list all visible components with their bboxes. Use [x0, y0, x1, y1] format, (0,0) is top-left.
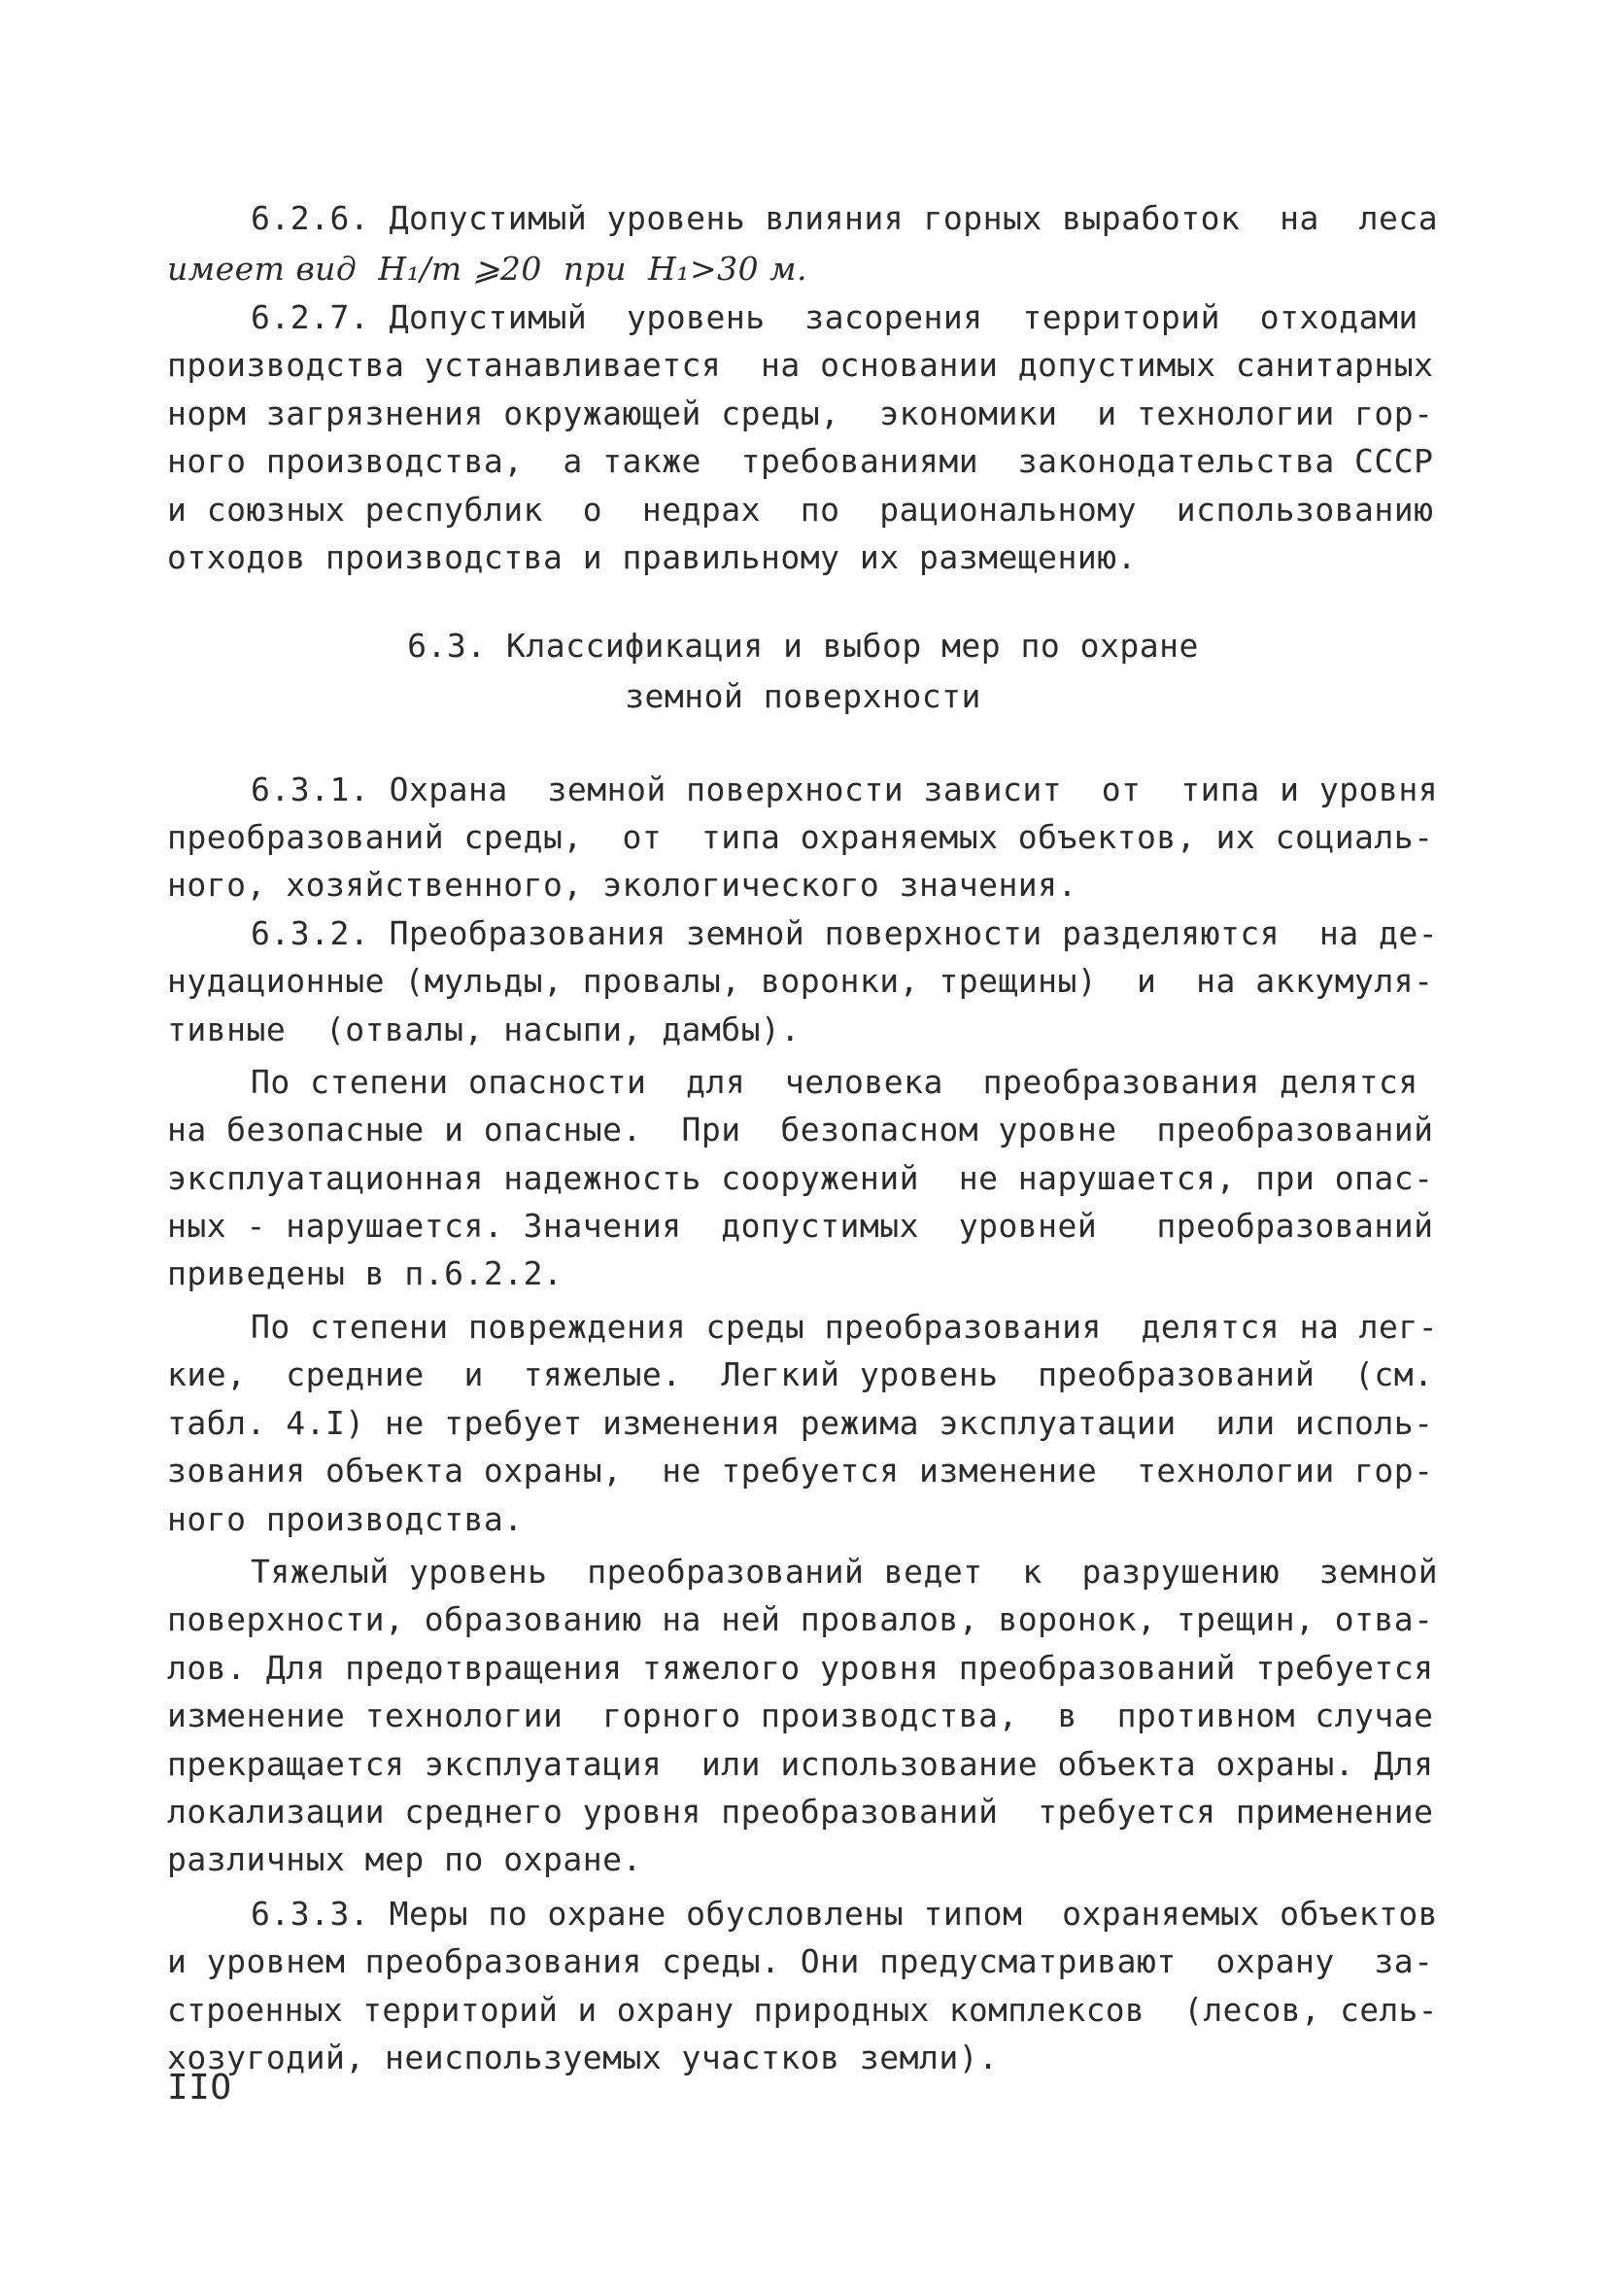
text-line: прекращается эксплуатация или использование объекта охраны. Для: [167, 1745, 1434, 1783]
page-number: IIO: [167, 2068, 232, 2108]
text-line: 6.2.6. Допустимый уровень влияния горных выработок на леса: [251, 199, 1439, 237]
text-line: отходов производства и правильному их размещению.: [167, 538, 1138, 576]
text-line: 6.2.7. Допустимый уровень засорения территорий отходами: [251, 298, 1418, 336]
text-line: и уровнем преобразования среды. Они предусматривают охрану за-: [167, 1942, 1434, 1980]
text-line: эксплуатационная надежность сооружений не нарушается, при опас-: [167, 1159, 1434, 1197]
text-line: строенных территорий и охрану природных комплексов (лесов, сель-: [167, 1991, 1438, 2029]
text-line: на безопасные и опасные. При безопасном уровне преобразований: [167, 1111, 1434, 1148]
text-line: ных - нарушается. Значения допустимых уровней преобразований: [167, 1207, 1434, 1245]
text-line: приведены в п.6.2.2.: [167, 1254, 564, 1292]
text-line: По степени повреждения среды преобразования делятся на лег-: [251, 1308, 1439, 1346]
text-line: ного, хозяйственного, экологического значения.: [167, 866, 1077, 904]
text-line: производства устанавливается на основании допустимых санитарных: [167, 346, 1434, 384]
text-line: зования объекта охраны, не требуется изменение технологии гор-: [167, 1452, 1434, 1490]
text-line: тивные (отвалы, насыпи, дамбы).: [167, 1011, 801, 1048]
text-line: поверхности, образованию на ней провалов, воронок, трещин, отва-: [167, 1600, 1434, 1638]
text-line: нудационные (мульды, провалы, воронки, трещины) и на аккумуля-: [167, 962, 1434, 1000]
text-line: 6.3.2. Преобразования земной поверхности разделяются на де-: [251, 914, 1439, 952]
text-line: преобразований среды, от типа охраняемых объектов, их социаль-: [167, 818, 1434, 856]
text-line: и союзных республик о недрах по рациональному использованию: [167, 491, 1434, 529]
text-line-formula: имеет вид H₁/m ⩾20 при H₁>30 м.: [167, 250, 807, 288]
text-line: различных мер по охране.: [167, 1840, 642, 1878]
text-line: 6.3.3. Меры по охране обусловлены типом охраняемых объектов: [251, 1895, 1439, 1933]
section-heading: 6.3. Классификация и выбор мер по охране: [407, 627, 1199, 665]
section-heading-line2: земной поверхности: [625, 677, 981, 715]
text-line: хозугодий, неиспользуемых участков земли).: [167, 2039, 999, 2076]
text-line: 6.3.1. Охрана земной поверхности зависит от типа и уровня: [251, 771, 1439, 808]
text-line: табл. 4.I) не требует изменения режима эксплуатации или исполь-: [167, 1404, 1434, 1442]
text-line: ного производства.: [167, 1500, 524, 1538]
text-line: По степени опасности для человека преобразования делятся: [251, 1063, 1418, 1101]
text-line: изменение технологии горного производства, в противном случае: [167, 1696, 1434, 1734]
text-line: лов. Для предотвращения тяжелого уровня преобразований требуется: [167, 1649, 1434, 1687]
text-line: Тяжелый уровень преобразований ведет к разрушению земной: [251, 1553, 1439, 1591]
text-line: норм загрязнения окружающей среды, экономики и технологии гор-: [167, 394, 1434, 432]
text-line: кие, средние и тяжелые. Легкий уровень преобразований (см.: [167, 1355, 1434, 1393]
text-line: локализации среднего уровня преобразований требуется применение: [167, 1793, 1434, 1831]
text-line: ного производства, а также требованиями законодательства СССР: [167, 442, 1434, 480]
